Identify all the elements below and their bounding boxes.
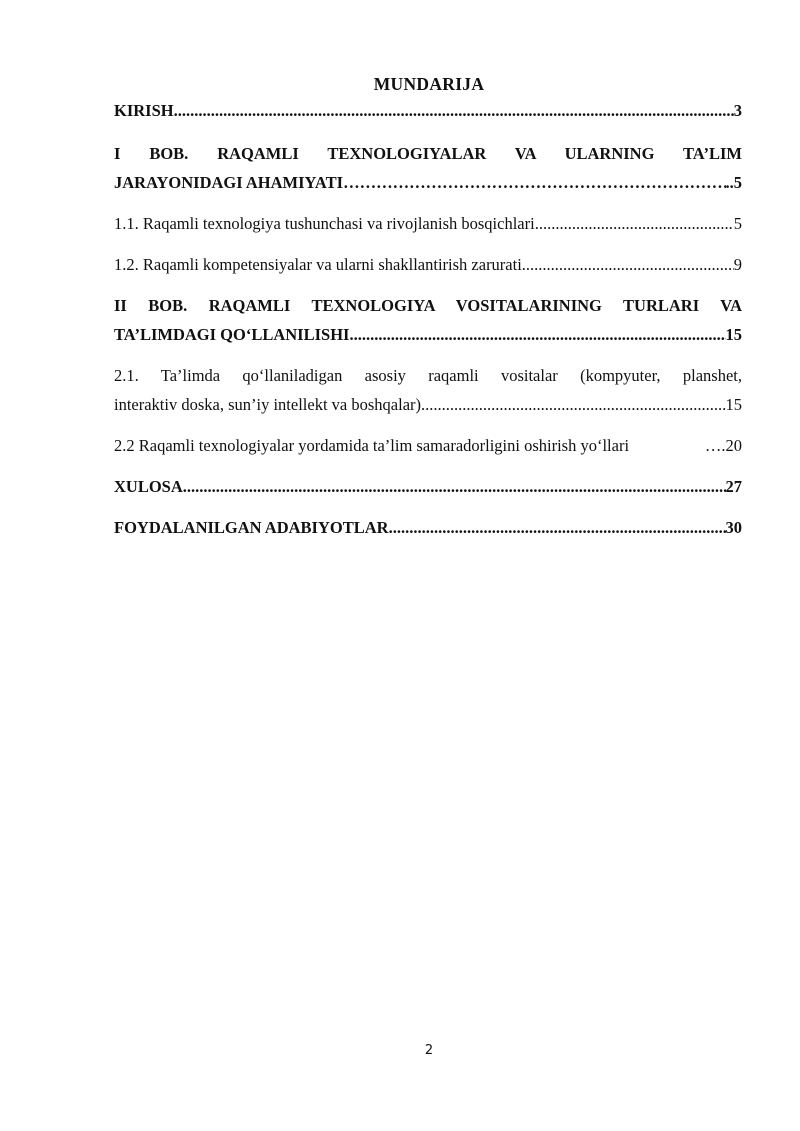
toc-entry-section-1-2[interactable] bbox=[114, 250, 742, 279]
dot-leader bbox=[535, 209, 734, 238]
toc-entry-chapter-1[interactable] bbox=[114, 139, 742, 197]
toc-entry-title: 1.1. Raqamli texnologiya tushunchasi va rivojlanish bosqichlari bbox=[114, 214, 535, 233]
table-of-contents bbox=[114, 96, 742, 542]
toc-entry-page: 9 bbox=[733, 255, 742, 274]
toc-entry-page: 5 bbox=[733, 214, 742, 233]
toc-entry-page: 30 bbox=[725, 518, 742, 537]
toc-entry-page: ….20 bbox=[704, 436, 742, 455]
dot-leader bbox=[522, 250, 734, 279]
page-number: 2 bbox=[424, 1043, 434, 1058]
toc-entry-kirish[interactable] bbox=[114, 96, 742, 125]
toc-entry-title: FOYDALANILGAN ADABIYOTLAR bbox=[114, 518, 389, 537]
toc-entry-page: 15 bbox=[725, 395, 742, 414]
toc-entry-title-line1: 2.1. Ta’limda qo‘llaniladigan asosiy raqamli vositalar (kompyuter, planshet, bbox=[114, 366, 742, 385]
toc-entry-title-line1: I BOB. RAQAMLI TEXNOLOGIYALAR VA ULARNING TA’LIM bbox=[114, 144, 742, 163]
dot-leader bbox=[421, 390, 725, 419]
dot-leader bbox=[389, 513, 726, 542]
toc-entry-title-line2: JARAYONIDAGI AHAMIYATI bbox=[114, 173, 344, 192]
toc-entry-page: 27 bbox=[725, 477, 742, 496]
toc-entry-title: KIRISH bbox=[114, 101, 174, 120]
toc-entry-title: XULOSA bbox=[114, 477, 183, 496]
dot-leader bbox=[183, 472, 726, 501]
toc-entry-title-line1: II BOB. RAQAMLI TEXNOLOGIYA VOSITALARINING TURLARI VA bbox=[114, 296, 742, 315]
toc-entry-title: 2.2 Raqamli texnologiyalar yordamida ta’lim samaradorligini oshirish yo‘llari bbox=[114, 436, 630, 455]
page-title: MUNDARIJA bbox=[373, 74, 485, 94]
toc-entry-title-line2: TA’LIMDAGI QO‘LLANILISHI bbox=[114, 325, 350, 344]
toc-entry-chapter-2[interactable] bbox=[114, 291, 742, 349]
toc-entry-page: 15 bbox=[725, 325, 742, 344]
toc-entry-section-2-2[interactable] bbox=[114, 431, 742, 460]
dot-leader bbox=[343, 168, 725, 197]
dot-leader bbox=[174, 96, 734, 125]
toc-entry-page: ..5 bbox=[725, 173, 742, 192]
toc-entry-title: 1.2. Raqamli kompetensiyalar va ularni shakllantirish zarurati bbox=[114, 255, 522, 274]
toc-entry-xulosa[interactable] bbox=[114, 472, 742, 501]
toc-entry-section-1-1[interactable] bbox=[114, 209, 742, 238]
dot-leader bbox=[349, 320, 725, 349]
toc-entry-references[interactable] bbox=[114, 513, 742, 542]
toc-entry-page: 3 bbox=[733, 101, 742, 120]
toc-entry-title-line2: interaktiv doska, sun’iy intellekt va boshqalar) bbox=[114, 395, 422, 414]
toc-entry-section-2-1[interactable] bbox=[114, 361, 742, 419]
